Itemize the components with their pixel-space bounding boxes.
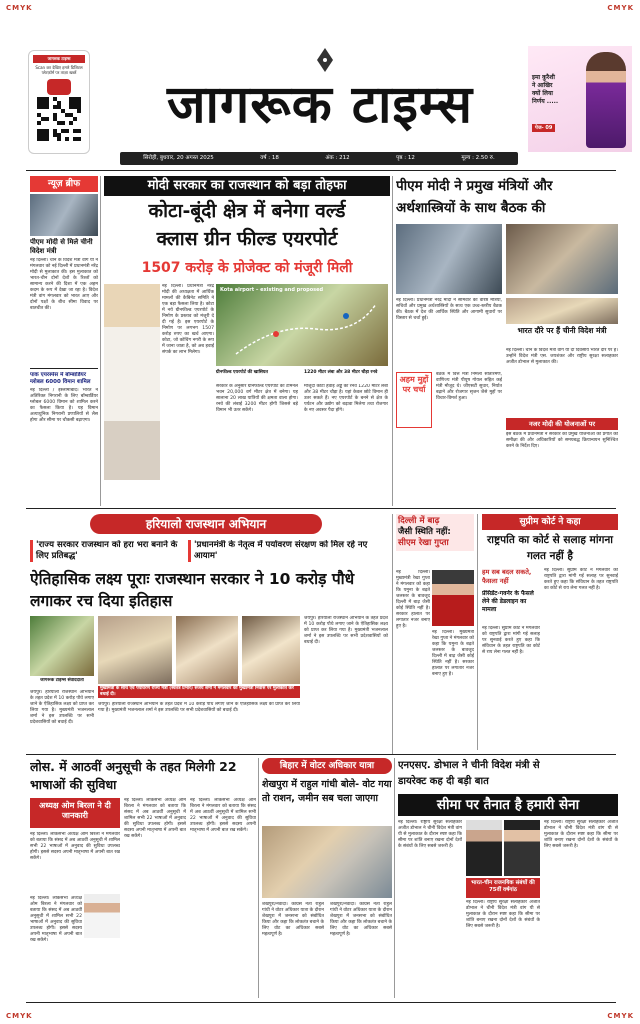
doval-photo: [466, 820, 502, 876]
news-brief-item1-body: नई दिल्ली। चीन के विदेश मंत्री वांग यी ने मंगलवार को नई दिल्ली में प्रधानमंत्री नरेंद्र मोदी से मुलाकात की। इस मुलाकात को भारत-चीन दोनों देशों के रिश्तों को सामान्य करने की दिशा में एक अहम कदम के रूप में देखा जा रहा है। विदेश मंत्री वांग मंगलवार को भारत आए और दोनों पक्षों के बीच सीमा विवाद पर बातचीत की।: [30, 258, 98, 311]
ad-line2: ने आखिर: [532, 82, 553, 89]
lead-headline-1: कोटा-बूंदी क्षेत्र में बनेगा वर्ल्ड: [148, 200, 346, 222]
green-quote-1: 'राज्य सरकार राजस्थान को हरा भरा बनाने के लिए प्रतिबद्ध': [30, 540, 182, 562]
column-rule: [100, 176, 101, 506]
qr-promo: [28, 50, 90, 154]
qr-text: Scan कर देखिए हमारे डिजिटल प्लेटफ़ॉर्म पर ताज़ा खबरें: [35, 65, 83, 75]
divider: [26, 754, 616, 755]
column-rule: [392, 514, 393, 754]
column-rule: [394, 758, 395, 998]
delhi-head-1: दिल्ली में बाढ़: [398, 516, 440, 526]
lead-cap1-body: सरकार के अनुसार ग्रीनफील्ड एयरपोर्ट का टर्मिनल भवन 20,000 वर्ग मीटर क्षेत्र में बनेगा। यह सालाना 20 लाख यात्रियों की क्षमता वाला होगा। रनवे की लंबाई 3200 मीटर होगी जिससे बड़े विमान भी उतर सकेंगे।: [216, 384, 298, 413]
print-mark-left: CMYK: [6, 4, 33, 12]
dateline-year: वर्ष : 18: [260, 155, 279, 161]
loksabha-body-2: नई दिल्ली। लोकसभा अध्यक्ष ओम बिरला ने मंगलवार को बताया कि संसद में अब आठवीं अनुसूची में शामिल सभी 22 भाषाओं में अनुवाद की सुविधा उपलब्ध होगी। इससे सदस्य अपनी मातृभाषा में अपनी बात रख सकेंगे।: [30, 896, 82, 943]
loksabha-body-3: नई दिल्ली। लोकसभा अध्यक्ष ओम बिरला ने मंगलवार को बताया कि संसद में अब आठवीं अनुसूची में शामिल सभी 22 भाषाओं में अनुवाद की सुविधा उपलब्ध होगी। इससे सदस्य अपनी मातृभाषा में अपनी बात रख सकेंगे।: [124, 798, 186, 839]
news-brief-title: न्यूज़ ब्रीफ: [30, 176, 98, 192]
pm-modi-photo: [104, 284, 160, 480]
divider: [26, 508, 616, 509]
nsa-body: नई दिल्ली। राष्ट्रीय सुरक्षा सलाहकार अजीत डोभाल ने चीनी विदेश मंत्री वांग यी से मुलाकात के दौरान स्पष्ट कहा कि सीमा पर शांति बनाए रखना दोनों देशों के संबंधों के लिए सबसे जरूरी है।: [398, 820, 462, 849]
news-brief-item2-head: पाक एयरस्पेस में बॉम्बार्डियर ग्लोबल 6000 विमान शामिल: [30, 372, 91, 385]
rahul-gandhi-photo: [262, 826, 392, 898]
delhi-cm-body-2: नई दिल्ली। मुख्यमंत्री रेखा गुप्ता ने मंगलवार को कहा कि यमुना के बढ़ते जलस्तर के बावजूद दिल्ली में बाढ़ जैसी कोई स्थिति नहीं है। सरकार हालात पर लगातार नजर बनाए हुए है।: [432, 630, 474, 677]
wang-yi-photo: [504, 820, 540, 876]
om-birla-photo: [84, 894, 120, 938]
nsa-headline-2: डायरेक्ट कह दी बड़ी बात: [398, 776, 489, 787]
delhi-cm-body: नई दिल्ली। मुख्यमंत्री रेखा गुप्ता ने मंगलवार को कहा कि यमुना के बढ़ते जलस्तर के बावजूद दिल्ली में बाढ़ जैसी कोई स्थिति नहीं है। सरकार हालात पर लगातार नजर बनाए हुए है।: [396, 570, 430, 629]
china-minister-body: नई दिल्ली। चीन के विदेश मंत्री वांग यी दो दिवसीय भारत दौरे पर हैं। उन्होंने विदेश मंत्री एस. जयशंकर और राष्ट्रीय सुरक्षा सलाहकार अजीत डोभाल से मुलाकात की।: [506, 348, 618, 365]
nsa-body-3: नई दिल्ली। राष्ट्रीय सुरक्षा सलाहकार अजीत डोभाल ने चीनी विदेश मंत्री वांग यी से मुलाकात के दौरान स्पष्ट कहा कि सीमा पर शांति बनाए रखना दोनों देशों के संबंधों के लिए सबसे जरूरी है।: [544, 820, 618, 849]
loksabha-body-4: नई दिल्ली। लोकसभा अध्यक्ष ओम बिरला ने मंगलवार को बताया कि संसद में अब आठवीं अनुसूची में शामिल सभी 22 भाषाओं में अनुवाद की सुविधा उपलब्ध होगी। इससे सदस्य अपनी मातृभाषा में अपनी बात रख सकेंगे।: [190, 798, 256, 833]
masthead-title: जागरूक टाइम्स: [166, 74, 474, 135]
pm-meeting-body: नई दिल्ली। प्रधानमंत्री नरेंद्र मोदी ने सोमवार को वरिष्ठ मंत्रियों, सचिवों और प्रमुख अर्थशास्त्रियों के साथ एक उच्च-स्तरीय बैठक की। बैठक में देश की आर्थिक स्थिति और आगामी सुधारों पर विस्तार से चर्चा हुई।: [396, 298, 502, 321]
map-label: Kota airport – existing and proposed: [220, 287, 324, 293]
news-brief-item2-body: नई दिल्ली / इस्लामाबाद। भारत ने अतिरिक्त निगरानी के लिए बॉम्बार्डियर ग्लोबल 6000 विमान को शामिल करने का फैसला किया है। यह विमान अत्याधुनिक निगरानी प्रणालियों से लैस होगा और सीमा पर चौकसी बढ़ाएगा।: [30, 388, 98, 423]
sc-banner: सुप्रीम कोर्ट ने कहा: [482, 514, 618, 530]
dateline-pages: पृष्ठ : 12: [396, 155, 415, 161]
qr-code-icon[interactable]: [37, 97, 81, 141]
green-headline: ऐतिहासिक लक्ष्य पूराः राजस्थान सरकार ने 10 करोड़ पौधे लगाकर रच दिया इतिहास: [30, 570, 355, 610]
news-brief-item1-head: पीएम मोदी से मिले चीनी विदेश मंत्री: [30, 238, 93, 255]
ad-box: [528, 46, 632, 152]
divider: [26, 1002, 616, 1003]
delhi-head-3: सीएम रेखा गुप्ता: [398, 538, 449, 548]
green-quote-2: 'प्रधानमंत्री के नेतृत्व में पर्यावरण संरक्षण को मिल रहे नए आयाम': [188, 540, 388, 562]
pen-nib-icon: [315, 48, 335, 72]
print-mark-bottom-left: CMYK: [6, 1012, 33, 1020]
print-mark-bottom-right: CMYK: [607, 1012, 634, 1020]
discussion-body: बैठक में वित्त मंत्री निर्मला सीतारमण, वाणिज्य मंत्री पीयूष गोयल सहित कई मंत्री मौजूद थे। जीएसटी सुधार, निर्यात बढ़ाने और रोजगार सृजन जैसे मुद्दों पर विचार-विमर्श हुआ।: [436, 372, 502, 401]
sc-body: नई दिल्ली। सुप्रीम कोर्ट ने मंगलवार को राष्ट्रपति द्वारा मांगी गई सलाह पर सुनवाई करते हुए कहा कि संविधान के तहत राष्ट्रपति का कोर्ट से राय लेना गलत नहीं है।: [482, 626, 540, 655]
green-body-col2: जयपुर। हरियालो राजस्थान अभियान के तहत प्रदेश में 10 करोड़ पौधे लगाए जाने के ऐतिहासिक लक्ष्य को प्राप्त कर लिया गया है। मुख्यमंत्री भजनलाल शर्मा ने इस उपलब्धि पर सभी प्रदेशवासियों को बधाई दी।: [304, 616, 388, 645]
ad-page: पेज- 09: [532, 124, 555, 132]
dateline-place-date: सिरोही, बुधवार, 20 अगस्त 2025: [143, 155, 214, 161]
dateline-issue: अंक : 212: [325, 155, 350, 161]
nsa-body-2: नई दिल्ली। राष्ट्रीय सुरक्षा सलाहकार अजीत डोभाल ने चीनी विदेश मंत्री वांग यी से मुलाकात के दौरान स्पष्ट कहा कि सीमा पर शांति बनाए रखना दोनों देशों के संबंधों के लिए सबसे जरूरी है।: [466, 900, 540, 929]
green-banner: हरियालो राजस्थान अभियान: [90, 514, 322, 534]
lead-kicker: मोदी सरकार का राजस्थान को बड़ा तोहफा: [104, 176, 390, 196]
lead-subhead: 1507 करोड़ के प्रोजेक्ट को मंजूरी मिली: [141, 260, 353, 276]
youtube-icon: [47, 79, 71, 95]
lead-cap2: 1220 मीटर लंबा और 38 मीटर चौड़ा रनवे: [304, 370, 378, 375]
column-rule: [477, 514, 478, 750]
nsa-banner: सीमा पर तैनात है हमारी सेना: [398, 794, 618, 816]
sc-body-2: नई दिल्ली। सुप्रीम कोर्ट ने मंगलवार को राष्ट्रपति द्वारा मांगी गई सलाह पर सुनवाई करते हुए कहा कि संविधान के तहत राष्ट्रपति का कोर्ट से राय लेना गलत नहीं है।: [544, 568, 618, 591]
loksabha-body: नई दिल्ली। लोकसभा अध्यक्ष ओम बिरला ने मंगलवार को बताया कि संसद में अब आठवीं अनुसूची में शामिल सभी 22 भाषाओं में अनुवाद की सुविधा उपलब्ध होगी। इससे सदस्य अपनी मातृभाषा में अपनी बात रख सकेंगे।: [30, 832, 120, 861]
column-rule: [392, 176, 393, 506]
discussion-title: अहम मुद्दों पर चर्चा: [399, 375, 429, 394]
bihar-headline: शेखपुरा में राहुल गांधी बोले- वोट गया तो राशन, जमीन सब चला जाएगा: [262, 779, 392, 804]
china-minister-head: भारत दौरे पर हैं चीनी विदेश मंत्री: [517, 326, 607, 335]
bihar-body-2: शेखपुरा/नवादा। कांग्रेस नेता राहुल गांधी ने वोटर अधिकार यात्रा के दौरान शेखपुरा में जनसभा को संबोधित किया और कहा कि लोकतंत्र बचाने के लिए वोट का अधिकार सबसे महत्वपूर्ण है।: [330, 902, 392, 937]
airport-map: [216, 284, 388, 366]
loksabha-subhead: अध्यक्ष ओम बिरला ने दी जानकारी: [30, 798, 120, 828]
green-body-col3: जयपुर। हरियालो राजस्थान अभियान के तहत प्रदेश में 10 करोड़ पौधे लगाए जाने के ऐतिहासिक लक्ष्य को प्राप्त कर लिया गया है। मुख्यमंत्री भजनलाल शर्मा ने इस उपलब्धि पर सभी प्रदेशवासियों को बधाई दी।: [98, 702, 300, 713]
column-rule: [258, 758, 259, 998]
green-side-cap: जागरूक टाइम्स संवाददाता: [40, 678, 84, 683]
pm-meeting-headline-1: पीएम मोदी ने प्रमुख मंत्रियों और: [396, 178, 553, 194]
print-mark-right: CMYK: [607, 4, 634, 12]
scheme-body: इस बैठक में प्रधानमंत्री ने सरकार की प्रमुख योजनाओं की प्रगति की समीक्षा की और अधिकारियों को समयबद्ध क्रियान्वयन सुनिश्चित करने के निर्देश दिए।: [506, 432, 618, 449]
lead-headline-2: क्लास ग्रीन फील्ड एयरपोर्ट: [156, 228, 338, 250]
discussion-box: [396, 372, 432, 428]
award-photo-2: [176, 616, 238, 684]
meeting-room-photo: [506, 224, 618, 294]
divider: [30, 368, 98, 369]
pm-meeting-photo: [396, 224, 502, 294]
lead-body: नई दिल्ली। प्रधानमंत्री नरेंद्र मोदी की अध्यक्षता में आर्थिक मामलों की कैबिनेट समिति ने एक बड़ा फैसला लिया है। कोटा में नये ग्रीनफील्ड एयरपोर्ट के निर्माण के प्रस्ताव को मंजूरी दे दी गई है। इस एयरपोर्ट के निर्माण पर लगभग 1507 करोड़ रुपए का खर्च आएगा। कोटा, जो कोचिंग नगरी के रूप में जाना जाता है, को अब हवाई संपर्क का लाभ मिलेगा।: [162, 284, 214, 355]
bihar-banner: बिहार में वोटर अधिकार यात्रा: [262, 758, 392, 774]
lead-cap2-body: मौजूदा कोटा हवाई अड्डे का रनवे 1220 मीटर लंबा और 38 मीटर चौड़ा है। यहां केवल छोटे विमान ही उतर सकते हैं। नए एयरपोर्ट के बनने से क्षेत्र के पर्यटन और उद्योग को बढ़ावा मिलेगा तथा रोजगार के नए अवसर पैदा होंगे।: [304, 384, 388, 413]
qr-brand: जागरूक टाइम्स: [33, 55, 85, 63]
green-side-photo: [30, 616, 94, 676]
ad-line1: इमा कुरैशी: [532, 74, 555, 81]
award-photo-3: [242, 616, 300, 684]
divider: [26, 170, 616, 171]
ad-line3: क्यों लिया: [532, 90, 553, 97]
award-photo-1: [98, 616, 172, 684]
dateline-bar: [120, 152, 518, 165]
delhi-cm-photo: [432, 570, 474, 626]
sc-headline: राष्ट्रपति का कोर्ट से सलाह मांगना गलत नहीं है: [486, 534, 614, 562]
ad-model-image: [586, 52, 626, 148]
pm-meeting-headline-2: अर्थशास्त्रियों के साथ बैठक की: [396, 200, 546, 216]
loksabha-headline: लोस. में आठवीं अनुसूची के तहत मिलेगी 22 भाषाओं की सुविधा: [30, 759, 237, 792]
nsa-headline-1: एनएसए. डोभाल ने चीनी विदेश मंत्री से: [398, 760, 540, 771]
delhi-cm-box: [396, 514, 474, 551]
sc-sub1: हम सब बदल सकते, फैसला नहीं: [482, 568, 532, 585]
delhi-head-2: जैसी स्थिति नहीं:: [398, 527, 451, 537]
scheme-title: नजर मोदी की योजनाओं पर: [506, 418, 618, 430]
bihar-body: शेखपुरा/नवादा। कांग्रेस नेता राहुल गांधी ने वोटर अधिकार यात्रा के दौरान शेखपुरा में जनसभा को संबोधित किया और कहा कि लोकतंत्र बचाने के लिए वोट का अधिकार सबसे महत्वपूर्ण है।: [262, 902, 324, 937]
ad-line4: निर्णय .....: [532, 98, 559, 105]
map-route-icon: [216, 284, 388, 366]
china-minister-photo: [506, 298, 618, 324]
sc-sub2: प्रेसिडेंट-गवर्नर के फैसले लेने की डेडलाइन का मामला: [482, 590, 534, 613]
dateline-price: मूल्य : 2.50 रु.: [461, 155, 495, 161]
green-photo-cap: मुख्यमंत्री के साथ एवं पर्यावरण राज्य मंत्री (स्वतंत्र प्रभार) संजय शर्मा ने मंगलवार को मुख्यमंत्री निवास पर मुलाकात कर बधाई दी।: [98, 686, 300, 698]
lead-cap1: ग्रीनफील्ड एयरपोर्ट की खासियत: [216, 370, 268, 375]
news-brief-photo: [30, 194, 98, 236]
nsa-cap: भारत-चीन राजनयिक संबंधों की 75वीं वर्षगांठ: [466, 878, 540, 898]
green-body: जयपुर। हरियालो राजस्थान अभियान के तहत प्रदेश में 10 करोड़ पौधे लगाए जाने के ऐतिहासिक लक्ष्य को प्राप्त कर लिया गया है। मुख्यमंत्री भजनलाल शर्मा ने इस उपलब्धि पर सभी प्रदेशवासियों को बधाई दी।: [30, 690, 94, 725]
